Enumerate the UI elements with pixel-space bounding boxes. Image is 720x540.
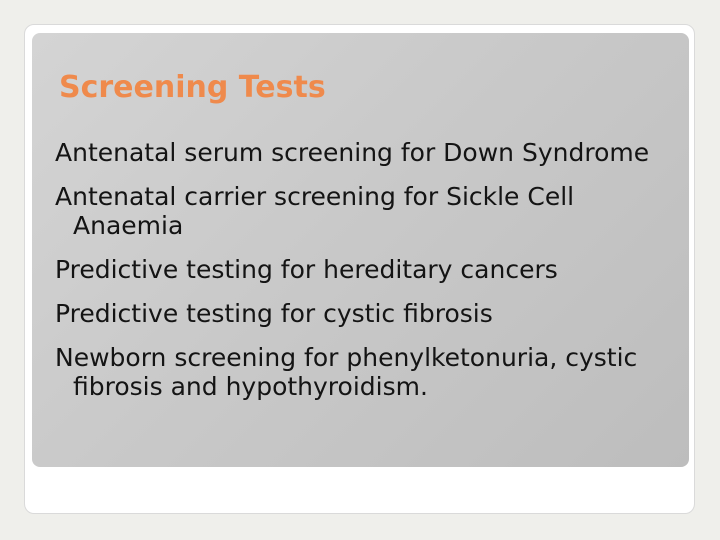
list-item: Antenatal carrier screening for Sickle Cell Anaemia — [55, 182, 575, 240]
list-item: Antenatal serum screening for Down Syndrome — [55, 138, 650, 167]
list-item: Newborn screening for phenylketonuria, cystic fibrosis and hypothyroidism. — [55, 343, 638, 401]
list-item: Predictive testing for cystic fibrosis — [55, 299, 493, 328]
slide-title: Screening Tests — [59, 70, 326, 105]
bullet-list — [55, 138, 675, 416]
list-item: Predictive testing for hereditary cancers — [55, 255, 558, 284]
